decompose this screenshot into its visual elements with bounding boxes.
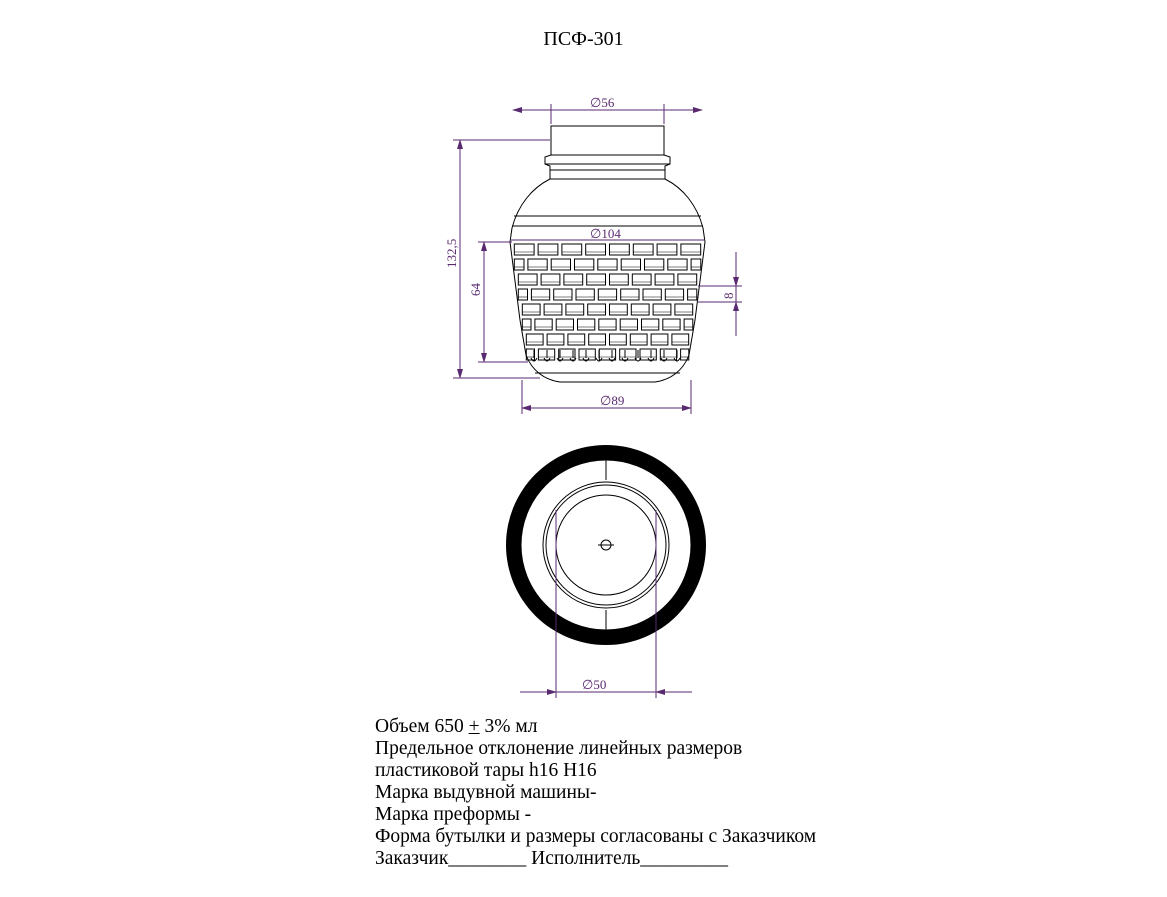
weave-cell	[610, 274, 629, 285]
weave-cell	[514, 244, 534, 255]
dimension-pattern-height	[468, 242, 528, 362]
pattern-height-label: 64	[468, 283, 483, 296]
weave-cell	[564, 274, 583, 285]
bottle-bottom-view	[506, 445, 706, 645]
bottle-body	[510, 179, 705, 382]
weave-cell	[566, 304, 584, 315]
weave-cell	[575, 259, 594, 270]
weave-pattern	[514, 244, 701, 361]
weave-cell	[535, 319, 552, 330]
weave-cell	[562, 244, 582, 255]
weave-cell	[576, 289, 594, 300]
weave-cell	[675, 304, 693, 315]
volume-line: Объем 650 + 3% мл	[375, 716, 538, 737]
weave-cell	[547, 334, 564, 345]
weave-cell	[645, 259, 664, 270]
preform-line: Марка преформы -	[375, 804, 532, 825]
weave-cell	[518, 289, 527, 300]
weave-cell	[684, 319, 693, 330]
tolerance-class-line: пластиковой тары h16 H16	[375, 760, 597, 781]
weave-cell	[621, 259, 640, 270]
bottle-side-view	[510, 126, 705, 382]
weave-cell	[528, 259, 547, 270]
weave-cell	[610, 244, 630, 255]
tolerance-line: Предельное отклонение линейных размеров	[375, 738, 743, 759]
weave-cell	[691, 259, 701, 270]
neck-diameter-label: ∅56	[590, 95, 615, 110]
weave-cell	[668, 259, 687, 270]
step-label: 8	[721, 292, 736, 299]
weave-cell	[655, 274, 674, 285]
weave-cell	[522, 304, 540, 315]
dimension-step	[698, 252, 742, 336]
weave-cell	[568, 334, 585, 345]
spec-notes	[375, 716, 995, 870]
shoulder-diameter-label: ∅104	[590, 226, 621, 241]
base-diameter-label: ∅50	[582, 677, 607, 692]
weave-cell	[589, 334, 606, 345]
weave-cell	[672, 334, 689, 345]
weave-cell	[531, 289, 549, 300]
weave-cell	[643, 289, 661, 300]
drawing-title: ПСФ-301	[543, 28, 624, 50]
weave-cell	[688, 289, 697, 300]
weave-cell	[588, 304, 606, 315]
weave-cell	[551, 259, 570, 270]
weave-cell	[526, 334, 543, 345]
weave-cell	[610, 334, 627, 345]
weave-drop	[648, 350, 654, 361]
weave-cell	[642, 319, 659, 330]
weave-cell	[681, 244, 701, 255]
weave-drop	[583, 350, 589, 361]
weave-cell	[586, 244, 606, 255]
bottle-neck	[545, 126, 670, 179]
weave-drop	[544, 350, 550, 361]
agreement-line: Форма бутылки и размеры согласованы с Заказчиком	[375, 826, 817, 847]
weave-cell	[518, 274, 537, 285]
weave-drop	[557, 350, 563, 361]
weave-cell	[578, 319, 595, 330]
weave-cell	[598, 259, 617, 270]
weave-cell	[587, 274, 606, 285]
total-height-label: 132,5	[444, 238, 459, 268]
weave-cell	[554, 289, 572, 300]
bottom-diameter-label: ∅89	[600, 393, 625, 408]
weave-cell	[610, 304, 628, 315]
weave-cell	[621, 289, 639, 300]
weave-cell	[651, 334, 668, 345]
weave-cell	[678, 274, 697, 285]
weave-cell	[544, 304, 562, 315]
weave-drop	[609, 350, 615, 361]
weave-drop	[622, 350, 628, 361]
dimension-bottom	[522, 380, 691, 414]
weave-cell	[663, 319, 680, 330]
weave-cell	[514, 259, 524, 270]
weave-cell	[632, 274, 651, 285]
weave-cell	[633, 244, 653, 255]
weave-cell	[599, 319, 616, 330]
weave-cell	[653, 304, 671, 315]
weave-cell	[631, 304, 649, 315]
weave-cell	[538, 244, 558, 255]
weave-cell	[630, 334, 647, 345]
weave-cell	[522, 319, 531, 330]
dimension-neck	[513, 95, 702, 124]
dimension-shoulder	[510, 226, 705, 241]
weave-cell	[657, 244, 677, 255]
weave-cell	[556, 319, 573, 330]
blow-machine-line: Марка выдувной машины-	[375, 782, 597, 803]
weave-cell	[620, 319, 637, 330]
signature-line: Заказчик________ Исполнитель_________	[375, 848, 728, 869]
weave-cell	[598, 289, 616, 300]
weave-cell	[579, 349, 595, 360]
weave-cell	[541, 274, 560, 285]
weave-drop	[661, 350, 667, 361]
weave-cell	[665, 289, 683, 300]
